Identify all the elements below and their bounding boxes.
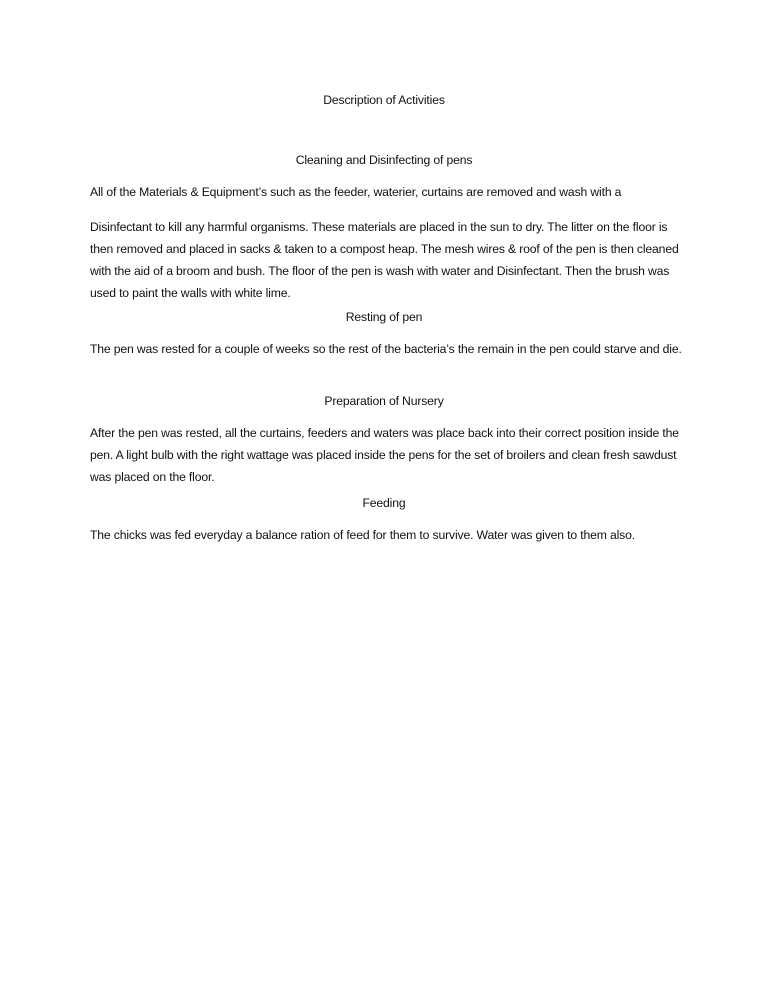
section-paragraph-cleaning-1: All of the Materials & Equipment’s such as the feeder, waterier, curtains are removed and wash with a — [90, 185, 622, 199]
section-heading-cleaning: Cleaning and Disinfecting of pens — [295, 153, 473, 167]
section-heading-resting: Resting of pen — [345, 310, 423, 324]
section-heading-nursery: Preparation of Nursery — [324, 394, 444, 408]
document-title: Description of Activities — [323, 93, 445, 107]
section-paragraph-resting: The pen was rested for a couple of weeks so the rest of the bacteria’s the remain in the pen could starve and die. — [90, 342, 682, 356]
section-paragraph-nursery: After the pen was rested, all the curtains, feeders and waters was place back into their correct position inside the pen. A light bulb with the right wattage was placed inside the pens for the set of broilers and clean fresh sawdust was placed on the floor. — [90, 426, 679, 484]
section-paragraph-cleaning-2: Disinfectant to kill any harmful organisms. These materials are placed in the sun to dry. The litter on the floor is then removed and placed in sacks & taken to a compost heap. The mesh wires & roof of the pen is then cleaned with the aid of a broom and bush. The floor of the pen is wash with water and Disinfectant. Then the brush was used to paint the walls with white lime. — [90, 220, 679, 300]
section-paragraph-feeding: The chicks was fed everyday a balance ration of feed for them to survive. Water was given to them also. — [90, 528, 635, 542]
section-heading-feeding: Feeding — [362, 496, 406, 510]
